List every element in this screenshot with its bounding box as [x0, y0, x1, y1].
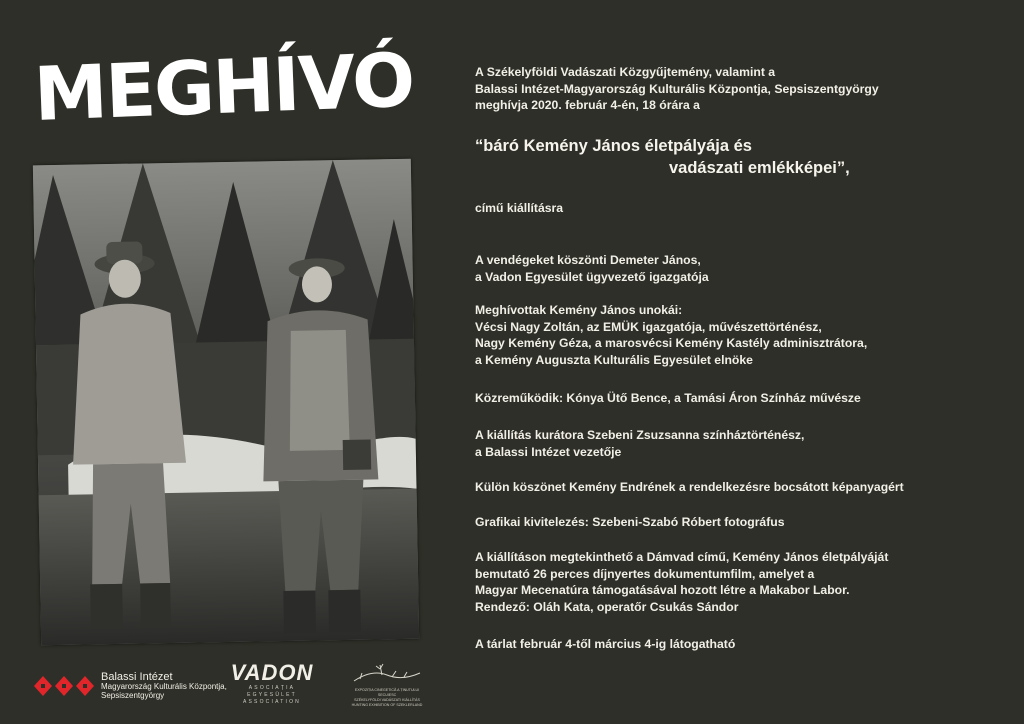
intro-line: Balassi Intézet-Magyarország Kulturális Központja, Sepsiszentgyörgy: [475, 81, 879, 96]
graphics-credit: [475, 514, 785, 531]
invited-line: Vécsi Nagy Zoltán, az EMÜK igazgatója, művészettörténész,: [475, 319, 822, 334]
vadon-sub: EGYESÜLET: [247, 692, 297, 698]
invited-line: Meghívottak Kemény János unokái:: [475, 303, 683, 317]
thanks-text: Külön köszönet Kemény Endrének a rendelkezésre bocsátott képanyagért: [475, 480, 904, 494]
dates: [475, 636, 735, 653]
page-title: MEGHÍVÓ: [32, 37, 415, 138]
curator: [475, 427, 804, 460]
balassi-line: Magyarország Kulturális Központja,: [101, 682, 227, 691]
invited-guests: [475, 302, 867, 369]
exhibition-line: HUNTING EXHIBITION OF SZEKLERLAND: [351, 703, 423, 707]
exhibition-title-line: vadászati emlékképei”,: [669, 159, 850, 177]
vadon-sub: ASOCIAȚIA: [248, 685, 296, 691]
deer-antler-icon: [352, 661, 422, 683]
balassi-logo: [33, 671, 227, 700]
intro-text: [475, 64, 879, 114]
performer: [475, 390, 861, 407]
film-line: Rendező: Oláh Kata, operatőr Csukás Sándor: [475, 600, 739, 615]
balassi-line: Sepsiszentgyörgy: [101, 690, 165, 700]
film-line: Magyar Mecenatúra támogatásával hozott létre a Makabor Labor.: [475, 583, 850, 598]
greeting-line: a Vadon Egyesület ügyvezető igazgatója: [475, 269, 709, 284]
exhibition-line: EXPOZIȚIA CINEGETICĂ A ȚINUTULUI SECUIESC: [354, 688, 420, 697]
graphics-text: Grafikai kivitelezés: Szebeni-Szabó Róbert fotográfus: [475, 515, 785, 529]
film-info: [475, 549, 888, 616]
curator-line: a Balassi Intézet vezetője: [475, 444, 622, 459]
intro-line: meghívja 2020. február 4-én, 18 órára a: [475, 98, 700, 113]
exhibition-line: SZÉKELYFÖLDI VADÁSZATI KIÁLLÍTÁS: [354, 698, 420, 702]
intro-line: A Székelyföldi Vadászati Közgyűjtemény, valamint a: [475, 65, 776, 79]
balassi-name: Balassi Intézet: [101, 671, 173, 683]
vadon-logo: [227, 661, 317, 706]
logo-bar: [0, 655, 1024, 724]
curator-line: A kiállítás kurátora Szebeni Zsuzsanna színháztörténész,: [475, 428, 805, 442]
invited-line: a Kemény Auguszta Kulturális Egyesület elnöke: [475, 353, 753, 368]
dates-text: A tárlat február 4-től március 4-ig látogatható: [475, 637, 736, 651]
film-line: bemutató 26 perces díjnyertes dokumentumfilm, amelyet a: [475, 566, 815, 581]
greeting-line: A vendégeket köszönti Demeter János,: [475, 253, 701, 267]
greeting: [475, 252, 709, 285]
hunting-exhibition-logo: [348, 661, 426, 708]
performer-text: Közreműködik: Kónya Ütő Bence, a Tamási Áron Színház művésze: [475, 391, 861, 405]
vadon-sub: ASSOCIATION: [242, 699, 301, 705]
historic-photo: [33, 159, 419, 646]
vadon-wordmark: VADON: [230, 660, 314, 685]
subtitle-text: című kiállításra: [475, 201, 564, 215]
thanks: [475, 479, 904, 496]
exhibition-title: [475, 135, 850, 179]
balassi-emblem-icon: [33, 675, 95, 697]
exhibition-title-line: “báró Kemény János életpályája és: [475, 137, 752, 155]
film-line: A kiállításon megtekinthető a Dámvad című, Kemény János életpályáját: [475, 550, 889, 564]
subtitle: [475, 200, 563, 217]
invited-line: Nagy Kemény Géza, a marosvécsi Kemény Kastély adminisztrátora,: [475, 336, 868, 351]
